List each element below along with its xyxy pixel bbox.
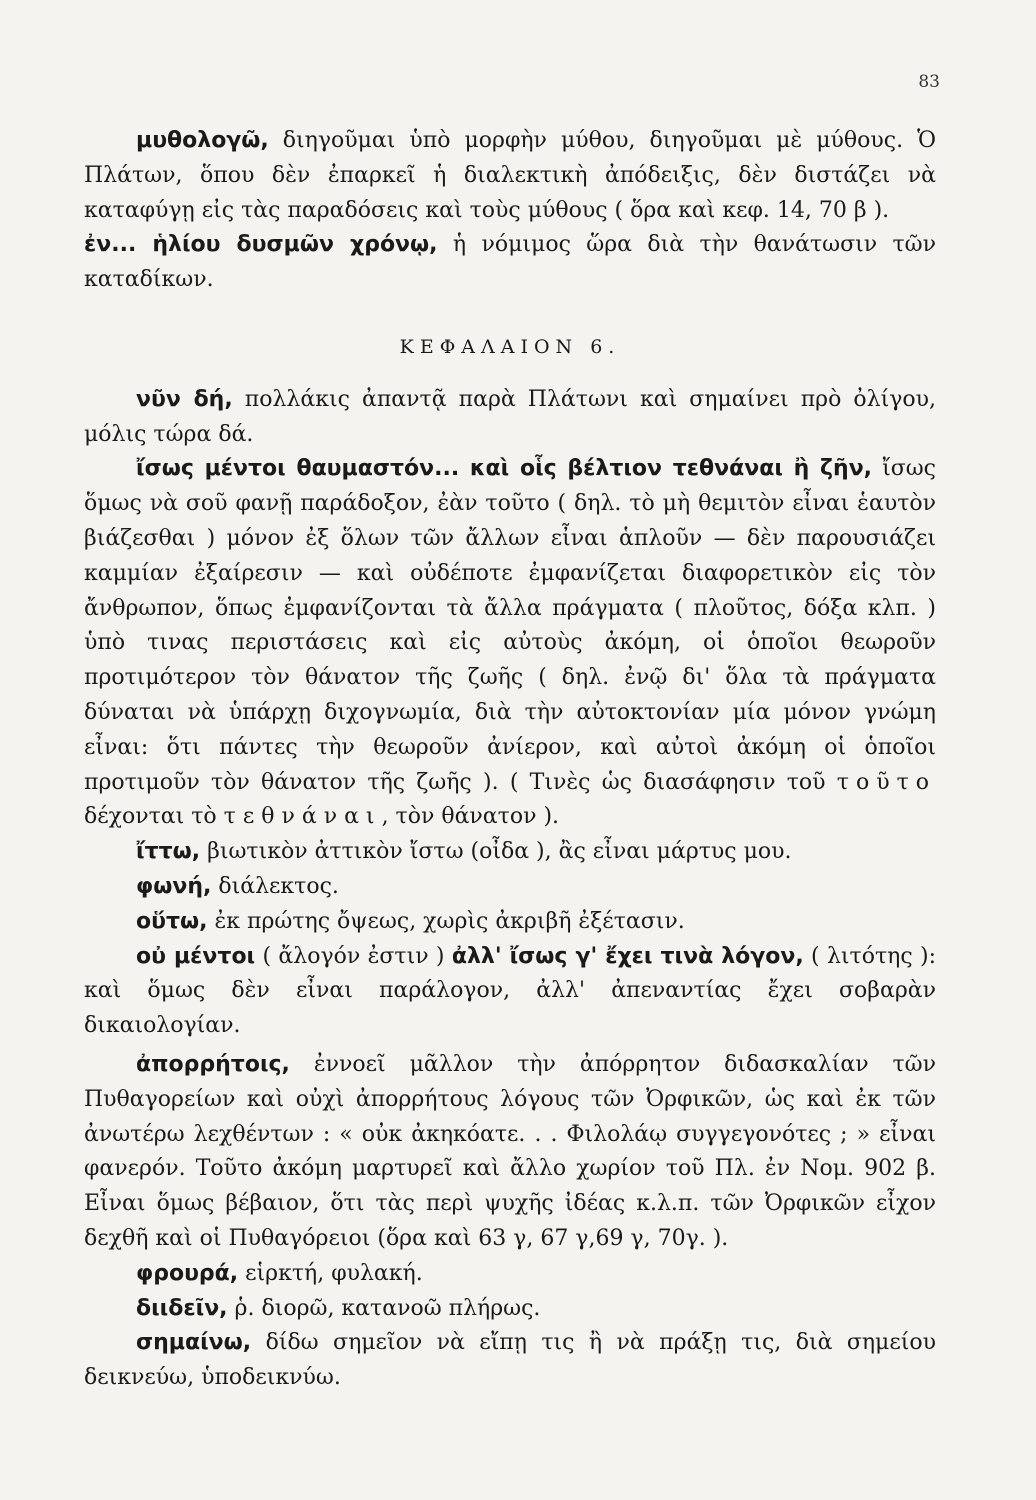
entry-diidein xyxy=(84,1292,936,1327)
entry-text: , τὸν θάνατον ). xyxy=(381,804,560,830)
entry-mythologo xyxy=(84,124,936,228)
entry-text: ἐννοεῖ μᾶλλον τὴν ἀπόρρητον διδασκαλίαν τῶν Πυθαγορείων καὶ οὐχὶ ἀπορρήτους λόγους τῶν Ὀρφικῶν, ὡς καὶ ἐκ τῶν ἀνωτέρω λεχθέντων : « οὐκ ἀκηκόατε. . . Φιλολάῳ συγγεγονότες ; » εἶναι φανερόν. Τοῦτο ἀκόμη μαρτυρεῖ καὶ ἄλλο χωρίον τοῦ Πλ. ἐν Νομ. 902 β. Εἶναι ὅμως βέβαιον, ὅτι τὰς περὶ ψυχῆς ἰδέας κ.λ.π. τῶν Ὀρφικῶν εἶχον δεχθῆ καὶ οἱ Πυθαγόρειοι (ὅρα καὶ 63 γ, 67 γ,69 γ, 70γ. ). xyxy=(84,1051,936,1251)
page-number: 83 xyxy=(918,72,940,92)
entry-text: ἐκ πρώτης ὄψεως, χωρὶς ἀκριβῆ ἐξέτασιν. xyxy=(207,908,685,934)
entry-text: διηγοῦμαι ὑπὸ μορφὴν μύθου, διηγοῦμαι μὲ μύθους. Ὁ Πλάτων, ὅπου δὲν ἐπαρκεῖ ἡ διαλεκτικὴ ἀπόδειξις, δὲν διστάζει νὰ καταφύγῃ εἰς τὰς παραδόσεις καὶ τοὺς μύθους ( ὅρα καὶ κεφ. 14, 70 β ). xyxy=(84,128,936,223)
spaced-word: τεθνάναι xyxy=(223,804,382,830)
entry-text: ( λιτότης ): καὶ ὅμως δὲν εἶναι παράλογον, ἀλλ' ἀπεναντίας ἔχει σοβαρὰν δικαιολογίαν. xyxy=(84,943,936,1039)
entry-text: διάλεκτος. xyxy=(211,873,339,899)
entry-houto xyxy=(84,905,936,940)
entry-head-secondary: ἀλλ' ἴσως γ' ἔχει τινὰ λόγον, xyxy=(451,943,804,969)
entry-head: ἴσως μέντοι θαυμαστόν... καὶ οἷς βέλτιον τεθνάναι ἢ ζῆν, xyxy=(136,456,873,482)
entry-text: πολλάκις ἀπαντᾷ παρὰ Πλάτωνι καὶ σημαίνει πρὸ ὀλίγου, μόλις τώρα δά. xyxy=(84,386,936,447)
entry-phroura xyxy=(84,1257,936,1292)
entry-text: βιωτικὸν ἀττικὸν ἴστω (οἶδα ), ἂς εἶναι μάρτυς μου. xyxy=(200,839,792,865)
entry-text: ἡ νόμιμος ὥρα διὰ τὴν θανάτωσιν τῶν καταδίκων. xyxy=(84,232,936,293)
entry-head: φωνή, xyxy=(136,873,212,899)
entry-head: σημαίνω, xyxy=(136,1330,252,1356)
entry-text: ἴσως ὅμως νὰ σοῦ φανῇ παράδοξον, ἐὰν τοῦτο ( δηλ. τὸ μὴ θεμιτὸν εἶναι ἑαυτὸν βιάζεσθαι ) μόνον ἐξ ὅλων τῶν ἄλλων εἶναι ἁπλοῦν — δὲν παρουσιάζει καμμίαν ἐξαίρεσιν — καὶ οὐδέποτε ἐμφανίζεται διαφορετικὸν εἰς τὸν ἄνθρωπον, ὅπως ἐμφανίζονται τὰ ἄλλα πράγματα ( πλοῦτος, δόξα κλπ. ) ὑπὸ τινας περιστάσεις καὶ εἰς αὐτοὺς ἀκόμη, οἱ ὁποῖοι θεωροῦν προτιμότερον τὸν θάνατον τῆς ζωῆς ( δηλ. ἐνῷ δι' ὅλα τὰ πράγματα δύναται νὰ ὑπάρχῃ διχογνωμία, διὰ τὴν αὐτοκτονίαν μία μόνον γνώμη εἶναι: ὅτι πάντες τὴν θεωροῦν ἀνίερον, καὶ αὐτοὶ ἀκόμη οἱ ὁποῖοι προτιμοῦν τὸν θάνατον τῆς ζωῆς ). ( Τινὲς ὡς διασάφησιν τοῦ xyxy=(84,456,936,795)
entry-text: ( ἄλογόν ἐστιν ) xyxy=(255,943,452,969)
entry-itto xyxy=(84,835,936,870)
entry-phone xyxy=(84,870,936,905)
entry-head: φρουρά, xyxy=(136,1260,239,1286)
entry-nyn-de xyxy=(84,383,936,453)
entry-text: εἱρκτή, φυλακή. xyxy=(238,1260,423,1286)
entry-heliou-dysmon xyxy=(84,228,936,298)
entry-text: δίδω σημεῖον νὰ εἴπῃ τις ἢ νὰ πράξῃ τις, διὰ σημείου δεικνεύω, ὑποδεικνύω. xyxy=(84,1330,936,1391)
entry-head: ἴττω, xyxy=(136,839,201,865)
entry-text: ῥ. διορῶ, κατανοῶ πλήρως. xyxy=(227,1295,541,1321)
entry-head: μυθολογῶ, xyxy=(136,128,269,153)
entry-head: οὐ μέντοι xyxy=(136,943,256,969)
entry-head: ἐν... ἡλίου δυσμῶν χρόνῳ, xyxy=(84,232,438,258)
entry-isos-mentoi xyxy=(84,452,936,835)
entry-head: νῦν δή, xyxy=(136,386,233,412)
page-body xyxy=(84,124,936,1396)
entry-head: οὕτω, xyxy=(136,908,208,934)
chapter-heading: ΚΕΦΑΛΑΙΟΝ 6. xyxy=(399,335,621,358)
entry-text: δέχονται τὸ xyxy=(84,804,224,830)
entry-aporretois xyxy=(84,1048,936,1257)
entry-head: ἀπορρήτοις, xyxy=(136,1051,290,1077)
entry-head: διιδεῖν, xyxy=(136,1295,228,1321)
entry-ou-mentoi xyxy=(84,940,936,1044)
spaced-word: τοῦτο xyxy=(836,769,936,795)
entry-semaino xyxy=(84,1326,936,1396)
